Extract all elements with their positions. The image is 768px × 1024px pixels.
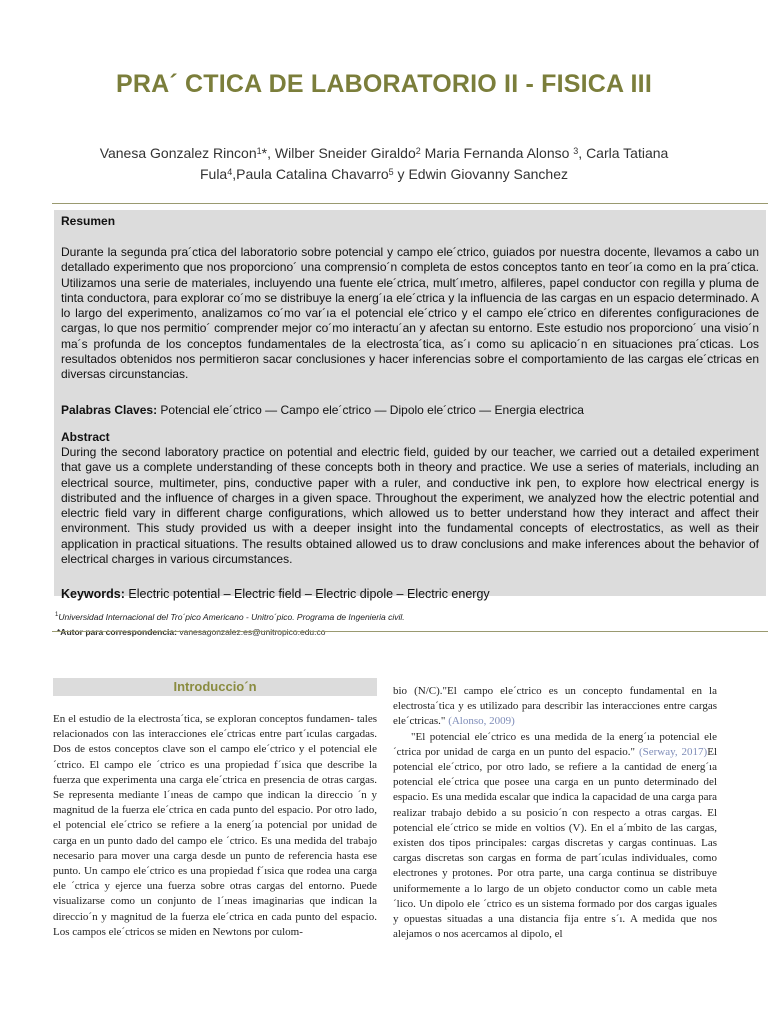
section-heading-introduccion: Introduccio´n <box>53 678 377 696</box>
author-name: y Edwin Giovanny Sanchez <box>393 166 568 182</box>
author-name: Vanesa Gonzalez Rincon$^1$*, <box>99 145 275 161</box>
author-name: Wilber Sneider Giraldo$^2$ <box>274 145 421 161</box>
author-name: Maria Fernanda Alonso $^3$ <box>420 145 579 161</box>
author-name: , Carla Tatiana Fula$^4$ <box>199 145 669 182</box>
intro-column-right: bio (N/C)."El campo ele´ctrico es un concepto fundamental en la electrosta´tica y es utilizado para describir las interacciones entre cargas ele´ctricas." (Alonso, 2009) "El potencial ele´ctrico es una medida de la energ´ıa potencial ele´ctrica por unidad de carga en un punto del espacio." (Serway, 2017)El potencial ele´ctrico, por otro lado, se refiere a la cantidad de energ´ıa potencial ele´ctrica que posee una carga en un punto determinado del espacio. Es una medida escalar que indica la capacidad de una carga para realizar trabajo debido a su posicio´n con respecto a otras cargas. El potencial ele´ctrico se mide en voltios (V). En el a´mbito de las cargas, existen dos tipos principales: cargas discretas y cargas continuas. Las cargas discretas son cargas en forma de part´ıculas individuales, como electrones y protones. Por otra parte, una carga continua se distribuye uniformemente a lo largo de un objeto conductor como un cable meta´lico. Un dipolo ele ´ctrico es un sistema formado por dos cargas iguales y opuestas situadas a una distancia fija entre s´ı. A medida que nos alejamos o nos acercamos al dipolo, el <box>393 685 717 941</box>
affiliation: $^1$Universidad Internacional del Tro´pico Americano - Unitro´pico. Programa de Ingenieria civil. <box>55 612 405 622</box>
author-list <box>60 143 708 185</box>
abstract-text: During the second laboratory practice on potential and electric field, guided by our teacher, we carried out a detailed experiment that gave us a complete understanding of these concepts both in theory and practice. We use a series of materials, including an electrical source, multimeter, pins, conductive paper with a ruler, and conductive ink pen, to explore how electrical energy is distributed and the influence of charges in a given space. Throughout the experiment, we analyzed how the electric potential and electric field vary in different charge configurations, which allowed us to better understand how they interact and affect their environment. This study provided us with a deeper insight into the fundamental concepts of electrostatics, as well as their application in practical situations. The results obtained allowed us to draw conclusions and make inferences about the behavior of electrical charges in various circumstances. <box>61 445 759 567</box>
resumen-text: Durante la segunda pra´ctica del laboratorio sobre potencial y campo ele´ctrico, guiados por nuestra docente, llevamos a cabo un detallado experimento que nos proporciono´ una comprensio´n completa de estos conceptos tanto en teor´ıa como en la pra´ctica. Utilizamos una serie de materiales, incluyendo una fuente ele´ctrica, mult´ımetro, alfileres, papel conductor con regilla y pluma de tinta conductora, para explorar co´mo se distribuye la energ´ıa ele´ctrica y la influencia de las cargas en un espacio determinado. A lo largo del experimento, analizamos co´mo var´ıa el potencial ele´ctrico y el campo ele´ctrico en diferentes configuraciones de cargas, lo que nos permitio´ comprender mejor co´mo interactu´an y afectan su entorno. Este estudio nos proporciono´ una visio´n ma´s profunda de los conceptos fundamentales de la electrosta´tica, as´ı como su aplicacio´n en situaciones pra´cticas. Los resultados obtenidos nos permitieron sacar conclusiones y hacer inferencias sobre el comportamiento de las cargas ele´ctricas en diversas circunstancias. <box>61 245 759 382</box>
abstract-keywords: Keywords: Electric potential – Electric field – Electric dipole – Electric energy <box>61 587 490 601</box>
resumen-keywords: Palabras Claves: Potencial ele´ctrico — Campo ele´ctrico — Dipolo ele´ctrico — Energia electrica <box>61 403 584 417</box>
intro-column-left: En el estudio de la electrosta´tica, se exploran conceptos fundamen- tales relacionados con las interacciones ele´ctricas entre part´ıculas cargadas. Dos de estos conceptos clave son el campo ele´ctrico y el potencial ele´ctrico. El campo ele ´ctrico es una propiedad f´ısica que describe la fuerza que experimenta una carga ele´ctrica en presencia de otras cargas. Se representa mediante l´ıneas de campo que indican la direccio ´n y magnitud de la fuerza ele´ctrica en cada punto del espacio. Por otro lado, el potencial ele´ctrico se refiere a la energ´ıa potencial por unidad de carga en un punto dado del campo ele ´ctrico. Es una medida del trabajo necesario para mover una carga desde un punto de referencia hasta ese punto. Un campo ele´ctrico es una propiedad f´ısica que rodea una carga ele ´ctrica y ejerce una fuerza sobre otras cargas del entorno. Puede visualizarse como un conjunto de l´ıneas imaginarias que indican la direccio´n y magnitud de la fuerza ele´ctrica en cada punto del espacio. Los campos ele´ctricos se miden en Newtons por culom- <box>53 713 377 938</box>
footer-rule <box>52 631 768 632</box>
citation-link[interactable]: (Alonso, 2009) <box>448 715 515 728</box>
author-name: ,Paula Catalina Chavarro$^5$ <box>232 166 394 182</box>
resumen-heading: Resumen <box>61 214 116 228</box>
abstract-heading: Abstract <box>61 430 110 444</box>
citation-link[interactable]: (Serway, 2017) <box>638 745 708 758</box>
header-rule <box>52 203 768 204</box>
correspondence: *Autor para correspondencia: vanesagonzalez.es@unitropico.edu.co <box>57 627 326 637</box>
paper-title: PRA´ CTICA DE LABORATORIO II - FISICA III <box>116 70 652 98</box>
